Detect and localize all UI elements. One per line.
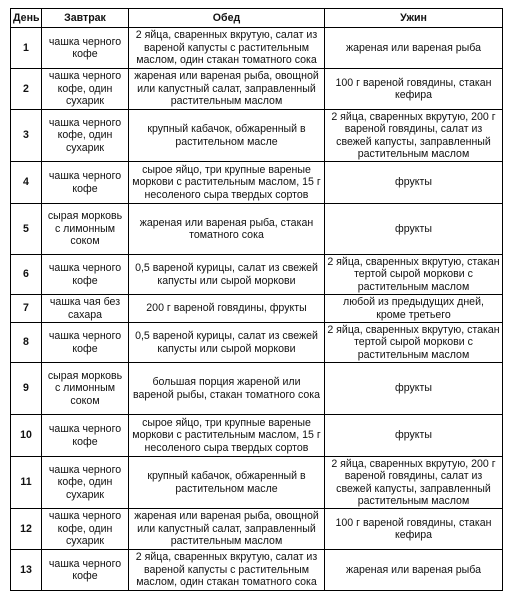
dinner-cell: 100 г вареной говядины, стакан кефира: [325, 509, 503, 550]
table-row: [11, 550, 503, 591]
header-row: [11, 9, 503, 28]
lunch-cell: жареная или вареная рыба, овощной или капустный салат, заправленный растительным маслом: [129, 69, 325, 110]
dinner-cell: фрукты: [325, 204, 503, 255]
breakfast-cell: чашка черного кофе: [42, 28, 129, 69]
table-row: [11, 363, 503, 415]
dinner-cell: жареная или вареная рыба: [325, 550, 503, 591]
breakfast-cell: чашка черного кофе: [42, 550, 129, 591]
breakfast-cell: чашка черного кофе: [42, 162, 129, 204]
lunch-cell: крупный кабачок, обжаренный в растительном масле: [129, 110, 325, 162]
dinner-cell: 2 яйца, сваренных вкрутую, 200 г вареной говядины, салат из свежей капусты, заправленный растительным маслом: [325, 110, 503, 162]
dinner-cell: 2 яйца, сваренных вкрутую, 200 г вареной говядины, салат из свежей капусты, заправленный растительным маслом: [325, 457, 503, 509]
lunch-cell: 2 яйца, сваренных вкрутую, салат из вареной капусты с растительным маслом, один стакан томатного сока: [129, 550, 325, 591]
dinner-cell: фрукты: [325, 162, 503, 204]
lunch-cell: крупный кабачок, обжаренный в растительном масле: [129, 457, 325, 509]
day-cell: 10: [11, 415, 42, 457]
day-cell: 5: [11, 204, 42, 255]
table-row: [11, 415, 503, 457]
diet-table: [10, 8, 503, 591]
day-cell: 12: [11, 509, 42, 550]
header-day: День: [11, 9, 42, 28]
day-cell: 6: [11, 255, 42, 295]
lunch-cell: 200 г вареной говядины, фрукты: [129, 295, 325, 323]
day-cell: 11: [11, 457, 42, 509]
diet-table-container: [10, 8, 503, 591]
day-cell: 4: [11, 162, 42, 204]
lunch-cell: жареная или вареная рыба, овощной или капустный салат, заправленный растительным маслом: [129, 509, 325, 550]
lunch-cell: сырое яйцо, три крупные вареные моркови с растительным маслом, 15 г несоленого сыра твердых сортов: [129, 415, 325, 457]
breakfast-cell: сырая морковь с лимонным соком: [42, 363, 129, 415]
table-row: [11, 457, 503, 509]
breakfast-cell: чашка черного кофе, один сухарик: [42, 509, 129, 550]
table-row: [11, 323, 503, 363]
table-row: [11, 110, 503, 162]
lunch-cell: 0,5 вареной курицы, салат из свежей капусты или сырой моркови: [129, 255, 325, 295]
breakfast-cell: сырая морковь с лимонным соком: [42, 204, 129, 255]
day-cell: 7: [11, 295, 42, 323]
table-row: [11, 162, 503, 204]
table-row: [11, 295, 503, 323]
day-cell: 2: [11, 69, 42, 110]
day-cell: 8: [11, 323, 42, 363]
table-row: [11, 69, 503, 110]
header-breakfast: Завтрак: [42, 9, 129, 28]
breakfast-cell: чашка черного кофе: [42, 255, 129, 295]
dinner-cell: фрукты: [325, 415, 503, 457]
breakfast-cell: чашка чая без сахара: [42, 295, 129, 323]
dinner-cell: 2 яйца, сваренных вкрутую, стакан тертой сырой моркови с растительным маслом: [325, 255, 503, 295]
header-dinner: Ужин: [325, 9, 503, 28]
breakfast-cell: чашка черного кофе, один сухарик: [42, 110, 129, 162]
breakfast-cell: чашка черного кофе: [42, 415, 129, 457]
lunch-cell: большая порция жареной или вареной рыбы, стакан томатного сока: [129, 363, 325, 415]
table-row: [11, 509, 503, 550]
dinner-cell: 100 г вареной говядины, стакан кефира: [325, 69, 503, 110]
breakfast-cell: чашка черного кофе, один сухарик: [42, 69, 129, 110]
dinner-cell: фрукты: [325, 363, 503, 415]
breakfast-cell: чашка черного кофе: [42, 323, 129, 363]
dinner-cell: любой из предыдущих дней, кроме третьего: [325, 295, 503, 323]
dinner-cell: жареная или вареная рыба: [325, 28, 503, 69]
day-cell: 9: [11, 363, 42, 415]
lunch-cell: сырое яйцо, три крупные вареные моркови с растительным маслом, 15 г несоленого сыра твердых сортов: [129, 162, 325, 204]
day-cell: 13: [11, 550, 42, 591]
lunch-cell: 2 яйца, сваренных вкрутую, салат из вареной капусты с растительным маслом, один стакан томатного сока: [129, 28, 325, 69]
table-row: [11, 255, 503, 295]
dinner-cell: 2 яйца, сваренных вкрутую, стакан тертой сырой моркови с растительным маслом: [325, 323, 503, 363]
breakfast-cell: чашка черного кофе, один сухарик: [42, 457, 129, 509]
day-cell: 1: [11, 28, 42, 69]
header-lunch: Обед: [129, 9, 325, 28]
day-cell: 3: [11, 110, 42, 162]
table-row: [11, 204, 503, 255]
lunch-cell: жареная или вареная рыба, стакан томатного сока: [129, 204, 325, 255]
table-row: [11, 28, 503, 69]
lunch-cell: 0,5 вареной курицы, салат из свежей капусты или сырой моркови: [129, 323, 325, 363]
